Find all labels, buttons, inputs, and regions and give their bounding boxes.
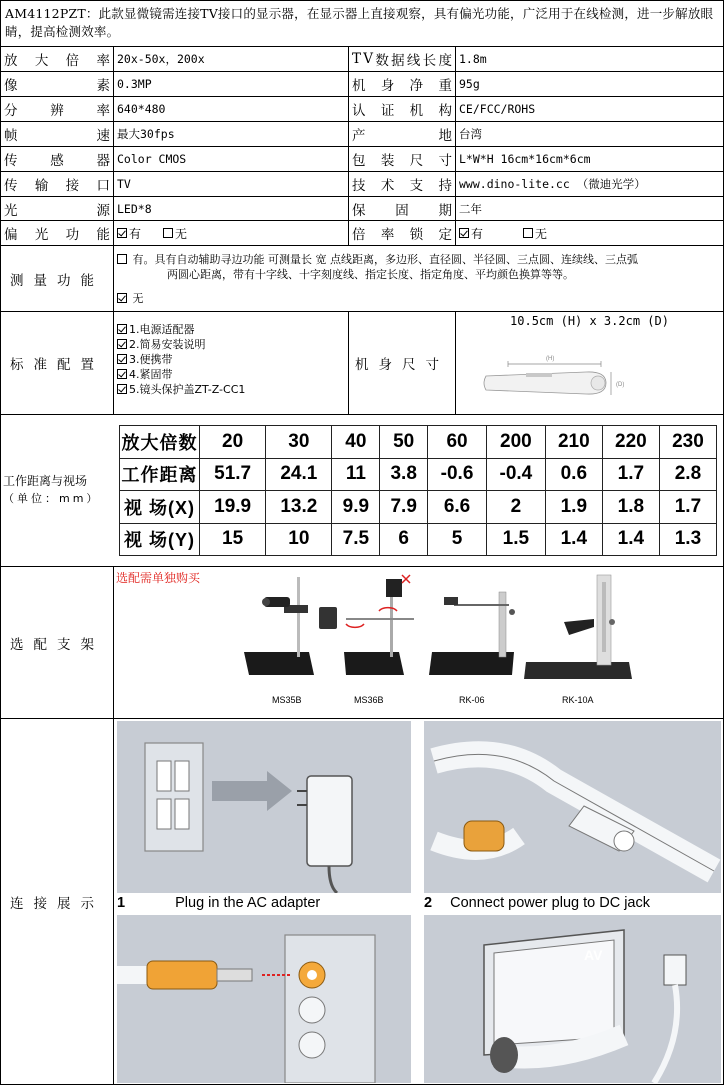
- spec-value: 1.8m: [459, 52, 487, 66]
- spec-label: 传 感 器: [1, 147, 114, 171]
- spec-row: [1, 122, 723, 147]
- spec-row: [1, 172, 723, 197]
- stand-ms36b-image: [319, 575, 414, 675]
- working-label-unit: （单位：mm）: [3, 492, 101, 505]
- stand-model-ms36b: MS36B: [354, 695, 384, 705]
- spec-value: 台湾: [459, 127, 482, 141]
- standard-item-text: 4.紧固带: [129, 368, 173, 381]
- measure-label: 测量功能: [1, 246, 114, 311]
- table-cell: 1.8: [602, 491, 659, 524]
- working-label-main: 工作距离与视场: [3, 474, 88, 488]
- checkbox-checked-icon[interactable]: [117, 384, 127, 394]
- table-cell: 7.9: [380, 491, 428, 524]
- spec-label: 机 身 净 重: [349, 72, 456, 96]
- checkbox-empty-icon[interactable]: [523, 228, 533, 238]
- size-value: 10.5cm (H) x 3.2cm (D): [510, 314, 669, 328]
- table-row: [120, 523, 717, 556]
- stand-ms35b-image: [244, 577, 314, 675]
- table-cell: -0.4: [486, 458, 545, 491]
- dim-h-label: (H): [546, 356, 555, 362]
- stand-model-rk10a: RK-10A: [562, 695, 594, 705]
- lock-options: [456, 221, 723, 245]
- polarizer-label: 偏 光 功 能: [1, 221, 114, 245]
- working-distance-table: [119, 425, 717, 556]
- stand-model-ms35b: MS35B: [272, 695, 302, 705]
- spec-value: 最大30fps: [114, 122, 349, 146]
- spec-row: [1, 72, 723, 97]
- spec-label: 光 源: [1, 197, 114, 220]
- checkbox-checked-icon[interactable]: [117, 228, 127, 238]
- stands-label: 选配支架: [1, 567, 114, 718]
- table-cell: 24.1: [266, 458, 332, 491]
- stands-cell: [114, 567, 723, 718]
- av-label: AV: [584, 947, 603, 963]
- spec-value: L*W*H 16cm*16cm*6cm: [459, 152, 591, 166]
- checkbox-checked-icon[interactable]: [459, 228, 469, 238]
- spec-label: 像 素: [1, 72, 114, 96]
- table-cell: 7.5: [332, 523, 380, 556]
- spec-value: 0.3MP: [114, 72, 349, 96]
- table-cell: 1.5: [486, 523, 545, 556]
- connect-label: 连接展示: [1, 719, 114, 1085]
- standard-item: [117, 382, 345, 397]
- spec-label: 认 证 机 构: [349, 97, 456, 121]
- step2-number: 2: [424, 895, 433, 911]
- checkbox-checked-icon[interactable]: [117, 369, 127, 379]
- standard-item: [117, 322, 345, 337]
- table-cell: 0.6: [545, 458, 602, 491]
- microscope-dimension-diagram: [456, 328, 723, 408]
- step3-panel: [117, 915, 411, 1083]
- spec-value: 二年: [459, 201, 482, 216]
- checkbox-empty-icon[interactable]: [163, 228, 173, 238]
- step2-panel: [424, 721, 721, 893]
- standard-item-text: 3.便携带: [129, 353, 173, 366]
- standard-list: [114, 312, 349, 414]
- table-cell: 15: [200, 523, 266, 556]
- table-cell: 20: [200, 426, 266, 459]
- standard-item-text: 5.镜头保护盖ZT-Z-CC1: [129, 383, 246, 396]
- table-cell: 1.4: [602, 523, 659, 556]
- table-row-header: 视 场(Y): [120, 523, 200, 556]
- ac-adapter-illustration: [117, 721, 411, 893]
- stand-model-rk06: RK-06: [459, 695, 485, 705]
- polarizer-options: [114, 221, 349, 245]
- checkbox-empty-icon[interactable]: [117, 254, 127, 264]
- table-cell: 3.8: [380, 458, 428, 491]
- size-label: 机身尺寸: [349, 312, 456, 414]
- spec-value: www.dino-lite.cc （微迪光学）: [459, 177, 646, 191]
- checkbox-checked-icon[interactable]: [117, 324, 127, 334]
- standard-item-text: 2.简易安装说明: [129, 338, 206, 351]
- table-cell: 50: [380, 426, 428, 459]
- stand-rk10a-image: [524, 575, 632, 679]
- dim-d-label: (D): [616, 382, 625, 388]
- table-cell: 1.3: [659, 523, 716, 556]
- table-cell: 9.9: [332, 491, 380, 524]
- step1-number: 1: [117, 895, 126, 911]
- table-cell: 2.8: [659, 458, 716, 491]
- spec-label: 保 固 期: [349, 197, 456, 220]
- table-cell: 2: [486, 491, 545, 524]
- stand-rk06-image: [429, 592, 515, 675]
- standard-row: [1, 312, 723, 415]
- table-cell: 10: [266, 523, 332, 556]
- step1-text: Plug in the AC adapter: [175, 895, 321, 911]
- step2-text: Connect power plug to DC jack: [450, 895, 650, 911]
- table-cell: 30: [266, 426, 332, 459]
- spec-value: CE/FCC/ROHS: [459, 102, 536, 116]
- connect-row: [1, 719, 723, 1085]
- table-row-header: 视 场(X): [120, 491, 200, 524]
- measure-yes-text-2: 两圆心距离，带有十字线、十字刻度线、指定长度、指定角度、平均颜色换算等等。: [167, 268, 574, 281]
- spec-label: 帧 速: [1, 122, 114, 146]
- lock-no: 无: [535, 226, 548, 241]
- spec-label: 放 大 倍 率: [1, 47, 114, 71]
- spec-row: [1, 197, 723, 221]
- spec-value: 95g: [459, 77, 480, 91]
- table-cell: 60: [428, 426, 487, 459]
- table-cell: 13.2: [266, 491, 332, 524]
- spec-row: [1, 147, 723, 172]
- standard-item: [117, 352, 345, 367]
- dc-jack-illustration: [424, 721, 721, 893]
- spec-label: 技 术 支 持: [349, 172, 456, 196]
- spec-value: Color CMOS: [114, 147, 349, 171]
- spec-label: 包 装 尺 寸: [349, 147, 456, 171]
- checkbox-checked-icon[interactable]: [117, 354, 127, 364]
- standard-item: [117, 367, 345, 382]
- spec-label: 传 输 接 口: [1, 172, 114, 196]
- table-row: [120, 458, 717, 491]
- table-cell: 40: [332, 426, 380, 459]
- step1-caption: [117, 893, 411, 913]
- spec-label: 分 辨 率: [1, 97, 114, 121]
- av-cable-illustration: [117, 915, 411, 1083]
- table-cell: 1.7: [602, 458, 659, 491]
- spec-value: 640*480: [114, 97, 349, 121]
- spec-row: [1, 97, 723, 122]
- stands-illustration: [114, 567, 723, 717]
- table-cell: 200: [486, 426, 545, 459]
- polarizer-row: [1, 221, 723, 246]
- standard-label: 标准配置: [1, 312, 114, 414]
- lock-label: 倍 率 锁 定: [349, 221, 456, 245]
- table-cell: 11: [332, 458, 380, 491]
- standard-item: [117, 337, 345, 352]
- spec-row: [1, 47, 723, 72]
- spec-label: T V 数 据 线 长 度: [349, 47, 456, 71]
- polarizer-no: 无: [175, 226, 188, 241]
- table-cell: 5: [428, 523, 487, 556]
- tv-connection-illustration: [424, 915, 721, 1083]
- stands-note: 选配需单独购买: [116, 571, 201, 585]
- table-cell: 19.9: [200, 491, 266, 524]
- measure-no-text: 无: [132, 292, 144, 305]
- table-cell: 1.7: [659, 491, 716, 524]
- table-row-header: 工作距离: [120, 458, 200, 491]
- measure-options: [114, 246, 723, 311]
- connect-cell: [114, 719, 723, 1085]
- table-cell: 6.6: [428, 491, 487, 524]
- step1-panel: [117, 721, 411, 893]
- product-intro: AM4112PZT：此款显微镜需连接TV接口的显示器，在显示器上直接观察，具有偏光功能，广泛用于在线检测，进一步解放眼睛，提高检测效率。: [1, 1, 723, 47]
- table-cell: -0.6: [428, 458, 487, 491]
- table-cell: 51.7: [200, 458, 266, 491]
- checkbox-checked-icon[interactable]: [117, 339, 127, 349]
- table-cell: 1.9: [545, 491, 602, 524]
- spec-value: 20x-50x，200x: [114, 47, 349, 71]
- step4-panel: [424, 915, 721, 1083]
- table-cell: 1.4: [545, 523, 602, 556]
- polarizer-yes: 有: [129, 226, 142, 241]
- measure-yes-text: 有。具有自动辅助寻边功能 可测量长 宽 点线距离，多边形、直径圆、半径圆、三点圆、连续线、三点弧: [132, 253, 638, 266]
- table-row-header: 放大倍数: [120, 426, 200, 459]
- table-cell: 6: [380, 523, 428, 556]
- checkbox-checked-icon[interactable]: [117, 293, 127, 303]
- table-cell: 210: [545, 426, 602, 459]
- spec-value: LED*8: [114, 197, 349, 220]
- table-cell: 220: [602, 426, 659, 459]
- lock-yes: 有: [471, 226, 484, 241]
- spec-value: TV: [114, 172, 349, 196]
- standard-item-text: 1.电源适配器: [129, 323, 195, 336]
- working-label: [1, 415, 114, 566]
- measure-row: [1, 246, 723, 312]
- table-row: [120, 491, 717, 524]
- table-header-row: [120, 426, 717, 459]
- stands-row: [1, 567, 723, 719]
- spec-label: 产 地: [349, 122, 456, 146]
- step2-caption: [424, 893, 721, 913]
- size-cell: [456, 312, 723, 414]
- table-cell: 230: [659, 426, 716, 459]
